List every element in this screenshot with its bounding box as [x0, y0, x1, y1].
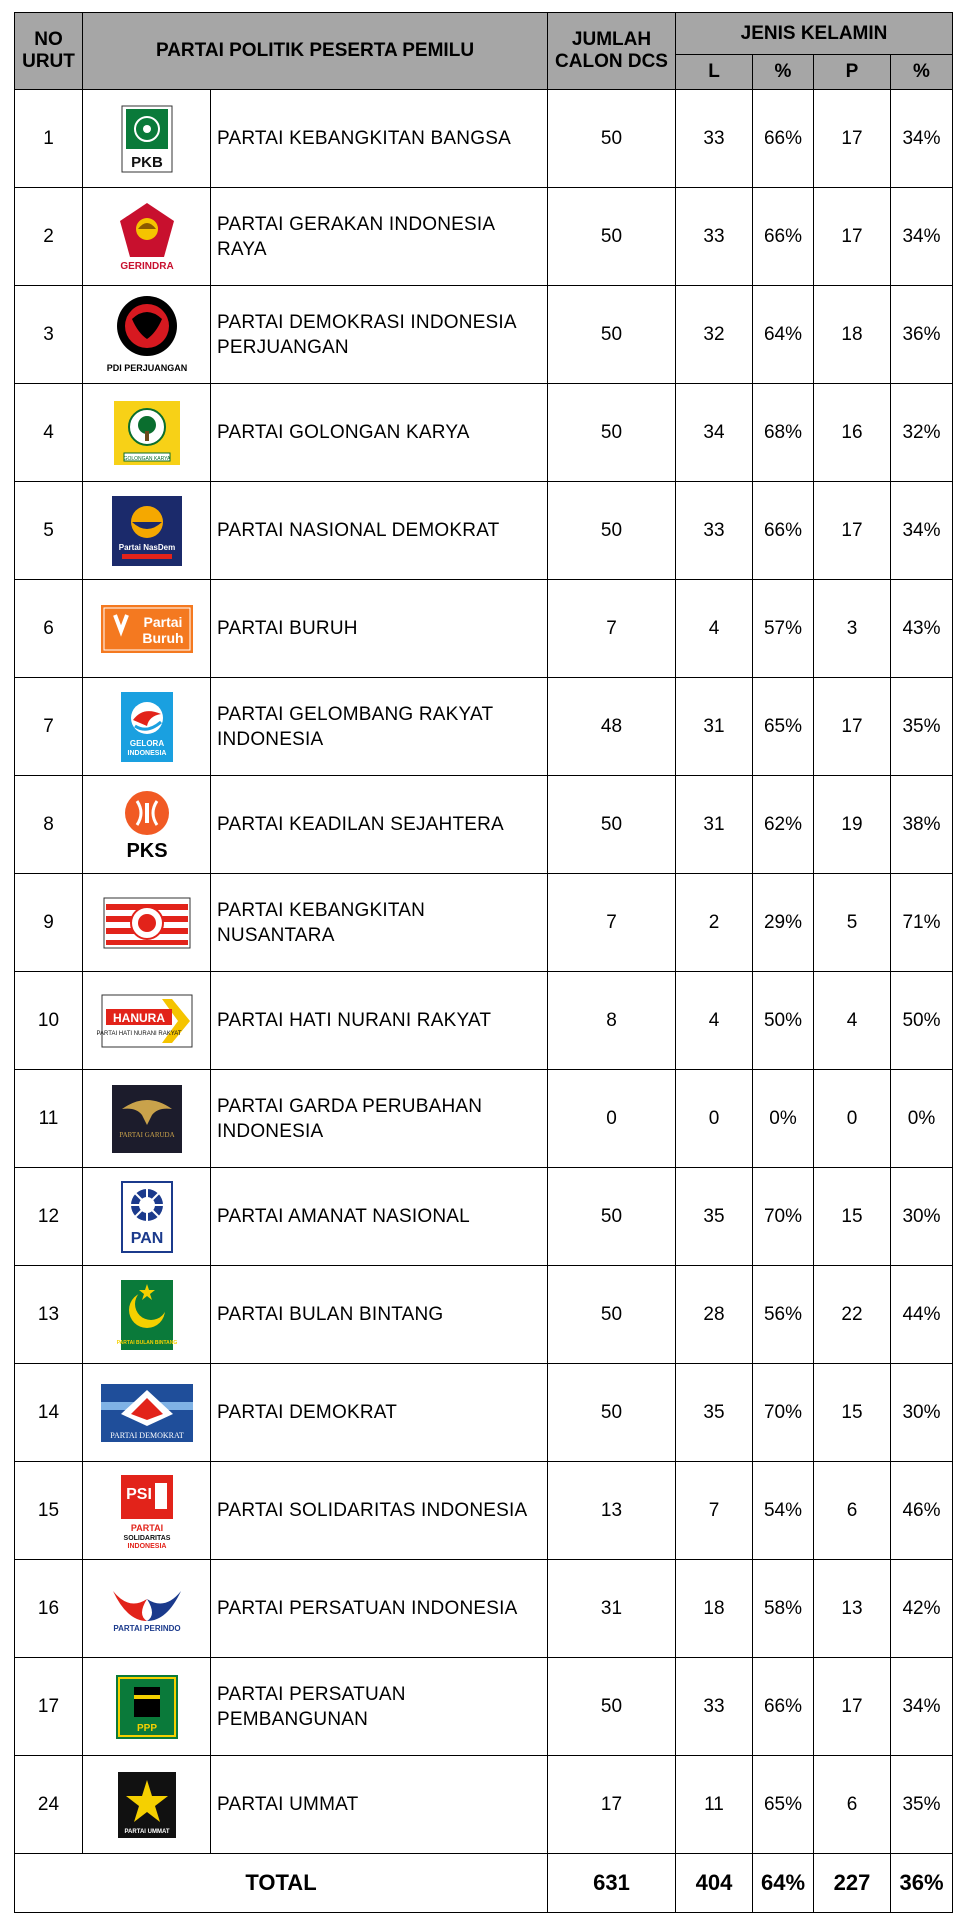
table-row — [15, 874, 953, 972]
table-row — [15, 384, 953, 482]
male-count-cell: 33 — [676, 90, 753, 188]
party-name: PARTAI UMMAT — [211, 1756, 548, 1854]
table-row — [15, 1168, 953, 1266]
table-row — [15, 1364, 953, 1462]
total-p: 227 — [814, 1854, 891, 1913]
header-pct-p: % — [891, 55, 953, 90]
male-count-cell: 4 — [676, 580, 753, 678]
female-count-cell: 4 — [814, 972, 891, 1070]
demokrat-logo — [101, 1370, 193, 1456]
ummat-logo — [101, 1762, 193, 1848]
male-count-cell: 0 — [676, 1070, 753, 1168]
male-count-cell: 31 — [676, 776, 753, 874]
svg-text:PARTAI PERINDO: PARTAI PERINDO — [112, 1623, 181, 1633]
male-pct-cell: 56% — [753, 1266, 814, 1364]
female-count-cell: 22 — [814, 1266, 891, 1364]
svg-text:Buruh: Buruh — [141, 629, 184, 646]
nasdem-logo — [101, 488, 193, 574]
male-pct-cell: 54% — [753, 1462, 814, 1560]
party-name: PARTAI BURUH — [211, 580, 548, 678]
male-count-cell: 7 — [676, 1462, 753, 1560]
male-count-cell: 34 — [676, 384, 753, 482]
pbb-logo — [101, 1272, 193, 1358]
header-l: L — [676, 55, 753, 90]
svg-text:PKB: PKB — [130, 153, 163, 171]
female-pct-cell: 34% — [891, 482, 953, 580]
female-pct-cell: 38% — [891, 776, 953, 874]
svg-text:PARTAI: PARTAI — [130, 1522, 163, 1533]
female-count-cell: 17 — [814, 1658, 891, 1756]
party-logo-cell — [83, 1462, 211, 1560]
male-count-cell: 33 — [676, 188, 753, 286]
table-row — [15, 1756, 953, 1854]
table-row — [15, 678, 953, 776]
total-dcs-cell: 50 — [548, 1266, 676, 1364]
party-name: PARTAI HATI NURANI RAKYAT — [211, 972, 548, 1070]
table-row — [15, 972, 953, 1070]
svg-text:PPP: PPP — [136, 1722, 157, 1734]
female-count-cell: 16 — [814, 384, 891, 482]
total-pct-p: 36% — [891, 1854, 953, 1913]
header-total-dcs: JUMLAH CALON DCS — [548, 13, 676, 90]
svg-text:PKS: PKS — [125, 839, 168, 862]
male-pct-cell: 57% — [753, 580, 814, 678]
party-logo-cell — [83, 874, 211, 972]
female-pct-cell: 34% — [891, 90, 953, 188]
total-label: TOTAL — [15, 1854, 548, 1913]
row-number: 4 — [15, 384, 83, 482]
svg-text:PARTAI UMMAT: PARTAI UMMAT — [124, 1828, 169, 1835]
male-count-cell: 4 — [676, 972, 753, 1070]
total-dcs-cell: 50 — [548, 1658, 676, 1756]
row-number: 7 — [15, 678, 83, 776]
header-jenis-kelamin: JENIS KELAMIN — [676, 13, 953, 55]
party-logo-cell — [83, 580, 211, 678]
row-number: 10 — [15, 972, 83, 1070]
party-name: PARTAI GOLONGAN KARYA — [211, 384, 548, 482]
buruh-logo — [101, 586, 193, 672]
male-count-cell: 33 — [676, 1658, 753, 1756]
pan-logo — [101, 1174, 193, 1260]
female-pct-cell: 35% — [891, 678, 953, 776]
svg-text:INDONESIA: INDONESIA — [127, 749, 166, 757]
svg-text:PARTAI HATI NURANI RAKYAT: PARTAI HATI NURANI RAKYAT — [95, 1030, 182, 1037]
table-row — [15, 1462, 953, 1560]
total-dcs-cell: 13 — [548, 1462, 676, 1560]
party-name: PARTAI PERSATUAN PEMBANGUNAN — [211, 1658, 548, 1756]
svg-text:GELORA: GELORA — [129, 738, 164, 748]
total-dcs-cell: 8 — [548, 972, 676, 1070]
golkar-logo — [101, 390, 193, 476]
svg-text:SOLIDARITAS: SOLIDARITAS — [123, 1534, 170, 1542]
total-dcs-cell: 50 — [548, 90, 676, 188]
header-pct-l: % — [753, 55, 814, 90]
total-dcs-cell: 50 — [548, 1168, 676, 1266]
total-dcs-cell: 50 — [548, 286, 676, 384]
header-party: PARTAI POLITIK PESERTA PEMILU — [83, 13, 548, 90]
female-count-cell: 6 — [814, 1462, 891, 1560]
row-number: 13 — [15, 1266, 83, 1364]
female-count-cell: 15 — [814, 1364, 891, 1462]
perindo-logo — [101, 1566, 193, 1652]
female-count-cell: 15 — [814, 1168, 891, 1266]
total-l: 404 — [676, 1854, 753, 1913]
male-pct-cell: 68% — [753, 384, 814, 482]
svg-text:Partai: Partai — [143, 613, 182, 630]
svg-text:GERINDRA: GERINDRA — [119, 260, 174, 272]
row-number: 5 — [15, 482, 83, 580]
total-dcs-cell: 50 — [548, 188, 676, 286]
female-pct-cell: 42% — [891, 1560, 953, 1658]
female-count-cell: 17 — [814, 188, 891, 286]
female-count-cell: 17 — [814, 482, 891, 580]
female-pct-cell: 35% — [891, 1756, 953, 1854]
male-pct-cell: 29% — [753, 874, 814, 972]
male-pct-cell: 70% — [753, 1168, 814, 1266]
female-count-cell: 3 — [814, 580, 891, 678]
party-logo-cell — [83, 90, 211, 188]
table-row — [15, 1560, 953, 1658]
male-count-cell: 2 — [676, 874, 753, 972]
pkn-logo — [101, 880, 193, 966]
female-pct-cell: 46% — [891, 1462, 953, 1560]
female-pct-cell: 30% — [891, 1364, 953, 1462]
party-logo-cell — [83, 1658, 211, 1756]
psi-logo — [101, 1468, 193, 1554]
party-logo-cell — [83, 1364, 211, 1462]
party-name: PARTAI KEBANGKITAN BANGSA — [211, 90, 548, 188]
header-p: P — [814, 55, 891, 90]
header-no-urut: NO URUT — [15, 13, 83, 90]
svg-text:Partai NasDem: Partai NasDem — [118, 542, 175, 552]
party-name: PARTAI GARDA PERUBAHAN INDONESIA — [211, 1070, 548, 1168]
party-logo-cell — [83, 1560, 211, 1658]
male-pct-cell: 64% — [753, 286, 814, 384]
row-number: 16 — [15, 1560, 83, 1658]
total-dcs-cell: 17 — [548, 1756, 676, 1854]
total-dcs-cell: 7 — [548, 580, 676, 678]
total-dcs-cell: 48 — [548, 678, 676, 776]
female-pct-cell: 43% — [891, 580, 953, 678]
female-pct-cell: 30% — [891, 1168, 953, 1266]
party-name: PARTAI BULAN BINTANG — [211, 1266, 548, 1364]
svg-text:PDI PERJUANGAN: PDI PERJUANGAN — [106, 362, 187, 373]
female-count-cell: 0 — [814, 1070, 891, 1168]
pkb-logo — [101, 96, 193, 182]
party-name: PARTAI DEMOKRAT — [211, 1364, 548, 1462]
party-logo-cell — [83, 1756, 211, 1854]
row-number: 2 — [15, 188, 83, 286]
party-logo-cell — [83, 1070, 211, 1168]
table-row — [15, 1266, 953, 1364]
female-count-cell: 5 — [814, 874, 891, 972]
svg-text:GOLONGAN KARYA: GOLONGAN KARYA — [123, 455, 170, 462]
female-pct-cell: 36% — [891, 286, 953, 384]
male-pct-cell: 65% — [753, 678, 814, 776]
svg-text:PSI: PSI — [125, 1485, 152, 1503]
total-dcs-cell: 50 — [548, 776, 676, 874]
male-pct-cell: 66% — [753, 482, 814, 580]
party-logo-cell — [83, 678, 211, 776]
female-pct-cell: 0% — [891, 1070, 953, 1168]
female-pct-cell: 71% — [891, 874, 953, 972]
table-row — [15, 188, 953, 286]
gelora-logo — [101, 684, 193, 770]
party-name: PARTAI KEADILAN SEJAHTERA — [211, 776, 548, 874]
garuda-logo — [101, 1076, 193, 1162]
male-pct-cell: 66% — [753, 90, 814, 188]
svg-text:PAN: PAN — [130, 1229, 163, 1247]
female-pct-cell: 34% — [891, 188, 953, 286]
total-dcs: 631 — [548, 1854, 676, 1913]
male-pct-cell: 70% — [753, 1364, 814, 1462]
pks-logo — [101, 782, 193, 868]
hanura-logo — [95, 978, 193, 1064]
row-number: 6 — [15, 580, 83, 678]
total-dcs-cell: 0 — [548, 1070, 676, 1168]
male-pct-cell: 66% — [753, 1658, 814, 1756]
row-number: 17 — [15, 1658, 83, 1756]
male-pct-cell: 66% — [753, 188, 814, 286]
row-number: 11 — [15, 1070, 83, 1168]
party-logo-cell — [83, 1266, 211, 1364]
female-count-cell: 17 — [814, 678, 891, 776]
row-number: 24 — [15, 1756, 83, 1854]
male-count-cell: 28 — [676, 1266, 753, 1364]
party-logo-cell — [83, 1168, 211, 1266]
party-logo-cell — [83, 188, 211, 286]
party-logo-cell — [83, 776, 211, 874]
table-row — [15, 1070, 953, 1168]
party-logo-cell — [83, 384, 211, 482]
row-number: 3 — [15, 286, 83, 384]
female-pct-cell: 34% — [891, 1658, 953, 1756]
party-name: PARTAI NASIONAL DEMOKRAT — [211, 482, 548, 580]
party-name: PARTAI PERSATUAN INDONESIA — [211, 1560, 548, 1658]
svg-text:HANURA: HANURA — [112, 1010, 165, 1025]
male-pct-cell: 58% — [753, 1560, 814, 1658]
table-row — [15, 776, 953, 874]
table-row — [15, 580, 953, 678]
total-dcs-cell: 50 — [548, 482, 676, 580]
row-number: 9 — [15, 874, 83, 972]
party-logo-cell — [83, 482, 211, 580]
table-row — [15, 286, 953, 384]
party-logo-cell — [83, 972, 211, 1070]
male-count-cell: 11 — [676, 1756, 753, 1854]
male-count-cell: 32 — [676, 286, 753, 384]
party-name: PARTAI SOLIDARITAS INDONESIA — [211, 1462, 548, 1560]
row-number: 12 — [15, 1168, 83, 1266]
total-dcs-cell: 50 — [548, 1364, 676, 1462]
male-count-cell: 31 — [676, 678, 753, 776]
female-count-cell: 18 — [814, 286, 891, 384]
party-logo-cell — [83, 286, 211, 384]
male-pct-cell: 0% — [753, 1070, 814, 1168]
row-number: 8 — [15, 776, 83, 874]
row-number: 1 — [15, 90, 83, 188]
pdi-logo — [101, 292, 193, 378]
total-dcs-cell: 7 — [548, 874, 676, 972]
female-count-cell: 19 — [814, 776, 891, 874]
female-pct-cell: 50% — [891, 972, 953, 1070]
row-number: 15 — [15, 1462, 83, 1560]
female-count-cell: 6 — [814, 1756, 891, 1854]
total-dcs-cell: 31 — [548, 1560, 676, 1658]
svg-text:PARTAI BULAN BINTANG: PARTAI BULAN BINTANG — [116, 1339, 177, 1346]
male-pct-cell: 65% — [753, 1756, 814, 1854]
total-dcs-cell: 50 — [548, 384, 676, 482]
male-count-cell: 35 — [676, 1168, 753, 1266]
svg-text:INDONESIA: INDONESIA — [127, 1542, 166, 1550]
party-name: PARTAI KEBANGKITAN NUSANTARA — [211, 874, 548, 972]
dcs-table-container — [14, 12, 953, 1913]
row-number: 14 — [15, 1364, 83, 1462]
male-count-cell: 18 — [676, 1560, 753, 1658]
total-pct-l: 64% — [753, 1854, 814, 1913]
male-pct-cell: 62% — [753, 776, 814, 874]
total-row — [15, 1854, 953, 1913]
table-row — [15, 482, 953, 580]
female-count-cell: 17 — [814, 90, 891, 188]
svg-text:PARTAI DEMOKRAT: PARTAI DEMOKRAT — [109, 1430, 184, 1440]
ppp-logo — [101, 1664, 193, 1750]
female-pct-cell: 44% — [891, 1266, 953, 1364]
male-pct-cell: 50% — [753, 972, 814, 1070]
party-name: PARTAI GERAKAN INDONESIA RAYA — [211, 188, 548, 286]
male-count-cell: 35 — [676, 1364, 753, 1462]
male-count-cell: 33 — [676, 482, 753, 580]
party-name: PARTAI DEMOKRASI INDONESIA PERJUANGAN — [211, 286, 548, 384]
gerindra-logo — [101, 194, 193, 280]
table-row — [15, 1658, 953, 1756]
dcs-candidates-table — [14, 12, 953, 1913]
party-name: PARTAI GELOMBANG RAKYAT INDONESIA — [211, 678, 548, 776]
svg-text:PARTAI GARUDA: PARTAI GARUDA — [118, 1130, 175, 1139]
female-count-cell: 13 — [814, 1560, 891, 1658]
female-pct-cell: 32% — [891, 384, 953, 482]
party-name: PARTAI AMANAT NASIONAL — [211, 1168, 548, 1266]
table-row — [15, 90, 953, 188]
